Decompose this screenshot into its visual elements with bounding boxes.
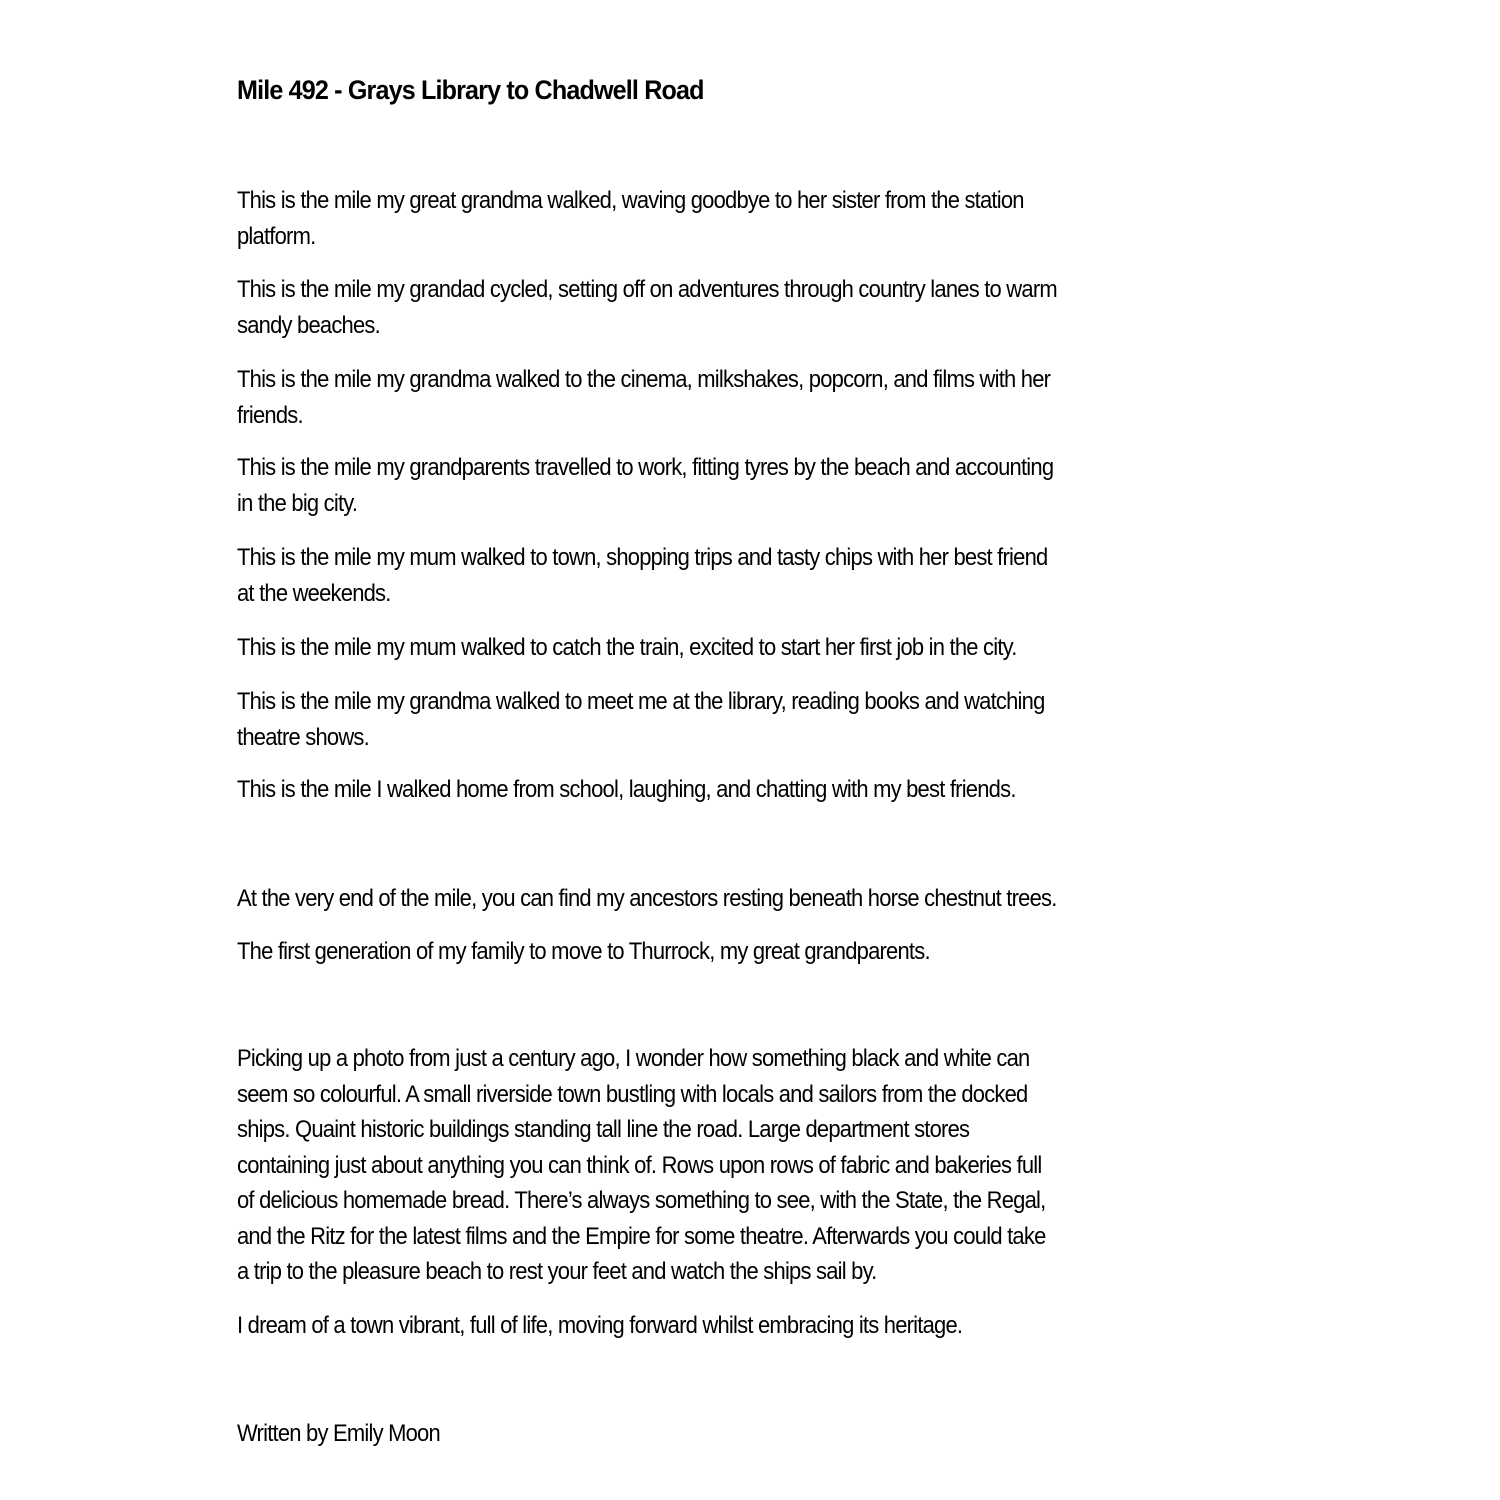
- paragraph-mum-train: [237, 630, 1017, 666]
- author-credit: [237, 1416, 440, 1452]
- paragraph-first-generation: [237, 934, 930, 970]
- text-line: This is the mile my mum walked to catch the train, excited to start her first job in the city.: [237, 634, 1017, 661]
- text-line: This is the mile my grandma walked to the cinema, milkshakes, popcorn, and films with her: [237, 366, 1051, 393]
- text-line: and the Ritz for the latest films and the Empire for some theatre. Afterwards you could take: [237, 1222, 1046, 1250]
- text-line: This is the mile my grandma walked to meet me at the library, reading books and watching: [237, 688, 1045, 715]
- text-line: Picking up a photo from just a century ago, I wonder how something black and white can: [237, 1045, 1030, 1072]
- text-line: a trip to the pleasure beach to rest your feet and watch the ships sail by.: [237, 1258, 877, 1285]
- text-line: sandy beaches.: [237, 311, 380, 339]
- paragraph-great-grandma: [237, 183, 1024, 254]
- text-line: at the weekends.: [237, 579, 391, 607]
- text-line: in the big city.: [237, 489, 358, 517]
- text-line: Written by Emily Moon: [237, 1420, 440, 1447]
- text-line: This is the mile my great grandma walked, waving goodbye to her sister from the station: [237, 187, 1024, 214]
- paragraph-school: [237, 772, 1016, 808]
- text-line: This is the mile my grandad cycled, setting off on adventures through country lanes to warm: [237, 276, 1057, 303]
- paragraph-dream: [237, 1308, 962, 1344]
- paragraph-grandparents-work: [237, 450, 1053, 521]
- paragraph-grandma-cinema: [237, 362, 1050, 433]
- text-line: The first generation of my family to move to Thurrock, my great grandparents.: [237, 938, 930, 965]
- text-line: I dream of a town vibrant, full of life, moving forward whilst embracing its heritage.: [237, 1312, 963, 1339]
- text-line: containing just about anything you can think of. Rows upon rows of fabric and bakeries full: [237, 1151, 1042, 1179]
- document-title: Mile 492 - Grays Library to Chadwell Road: [237, 75, 704, 105]
- text-line: theatre shows.: [237, 723, 369, 751]
- text-line: This is the mile my grandparents travelled to work, fitting tyres by the beach and accounting: [237, 454, 1054, 481]
- paragraph-grandad: [237, 272, 1057, 343]
- text-line: At the very end of the mile, you can find my ancestors resting beneath horse chestnut trees.: [237, 885, 1057, 912]
- text-line: friends.: [237, 401, 303, 429]
- paragraph-ancestors: [237, 881, 1057, 917]
- text-line: seem so colourful. A small riverside town bustling with locals and sailors from the docked: [237, 1080, 1028, 1108]
- text-line: This is the mile I walked home from school, laughing, and chatting with my best friends.: [237, 776, 1016, 803]
- text-line: ships. Quaint historic buildings standing tall line the road. Large department stores: [237, 1116, 970, 1143]
- paragraph-grandma-library: [237, 684, 1045, 755]
- paragraph-photo: [237, 1041, 1046, 1290]
- paragraph-mum-town: [237, 540, 1047, 611]
- text-line: This is the mile my mum walked to town, shopping trips and tasty chips with her best friend: [237, 544, 1048, 571]
- text-line: of delicious homemade bread. There’s always something to see, with the State, the Regal,: [237, 1187, 1046, 1214]
- text-line: platform.: [237, 222, 316, 250]
